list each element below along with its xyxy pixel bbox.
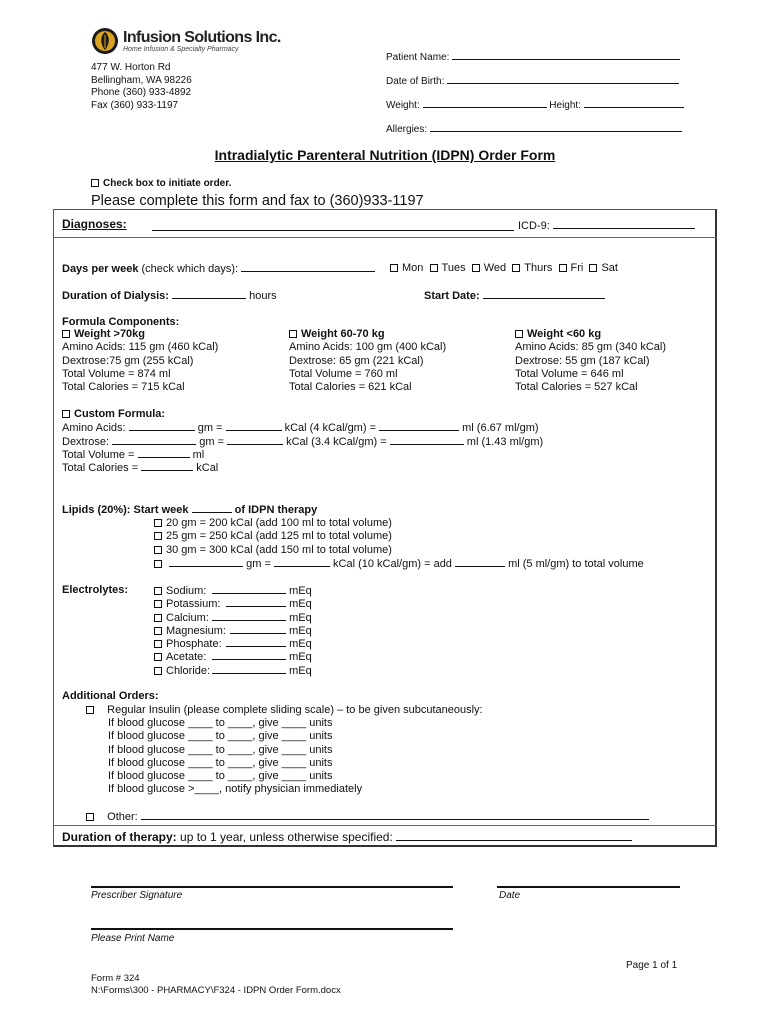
other-divider bbox=[53, 825, 717, 826]
lipids-week-line[interactable] bbox=[192, 503, 232, 513]
electrolyte-checkbox[interactable] bbox=[154, 587, 162, 595]
sliding-scale[interactable] bbox=[108, 717, 362, 797]
lipid-checkbox[interactable] bbox=[154, 560, 162, 568]
leaf-logo-icon bbox=[91, 27, 119, 55]
electrolyte-line[interactable] bbox=[212, 650, 286, 660]
icd9-line[interactable] bbox=[553, 219, 695, 229]
page-number: Page 1 of 1 bbox=[626, 960, 678, 971]
custom-formula[interactable]: Custom Formula: Amino Acids: gm = kCal (4 kCal/gm) = ml (6.67 ml/gm) Dextrose: gm = kCal (3.4 kCal/gm) = ml (1.43 ml/gm) Total Volume = ml Total Calories = kCal bbox=[62, 408, 544, 475]
formula-checkbox[interactable] bbox=[289, 330, 297, 338]
electrolyte-line[interactable] bbox=[212, 611, 286, 621]
custom-calories-row: Total Calories = kCal bbox=[62, 462, 219, 475]
insulin-checkbox[interactable] bbox=[86, 706, 94, 714]
custom-dextrose-gm-line[interactable] bbox=[112, 435, 196, 445]
other-line[interactable] bbox=[141, 810, 649, 820]
form-title: Intradialytic Parenteral Nutrition (IDPN) Order Form bbox=[214, 147, 556, 163]
electrolyte-checkbox[interactable] bbox=[154, 600, 162, 608]
print-name-line[interactable] bbox=[91, 928, 453, 930]
day-sat[interactable]: Sat bbox=[589, 262, 618, 274]
electrolyte-magnesium[interactable]: Magnesium: mEq bbox=[154, 624, 312, 637]
formula-dextrose: Dextrose: 55 gm (187 kCal) bbox=[515, 354, 650, 367]
day-checkbox[interactable] bbox=[512, 264, 520, 272]
lipid-kcal-line[interactable] bbox=[274, 557, 330, 567]
patient-name-line[interactable] bbox=[452, 50, 680, 60]
day-checkbox[interactable] bbox=[589, 264, 597, 272]
sliding-scale-row[interactable]: If blood glucose ____ to ____, give ____ units bbox=[108, 756, 333, 769]
file-path: N:\Forms\300 - PHARMACY\F324 - IDPN Order Form.docx bbox=[91, 985, 341, 996]
formula-title: Weight <60 kg bbox=[527, 328, 602, 340]
patient-name-field[interactable]: Patient Name: bbox=[386, 50, 680, 64]
date-label: Date bbox=[499, 890, 521, 901]
formula-amino: Amino Acids: 85 gm (340 kCal) bbox=[515, 341, 667, 354]
allergies-line[interactable] bbox=[430, 122, 682, 132]
electrolyte-line[interactable] bbox=[230, 624, 286, 634]
dob-field[interactable]: Date of Birth: bbox=[386, 74, 679, 88]
day-checkbox[interactable] bbox=[430, 264, 438, 272]
insulin-order[interactable]: Regular Insulin (please complete sliding scale) – to be given subcutaneously: bbox=[86, 704, 483, 717]
lipid-option-custom[interactable]: gm = kCal (10 kCal/gm) = add ml (5 ml/gm) to total volume bbox=[154, 557, 644, 570]
print-name-label: Please Print Name bbox=[91, 933, 175, 944]
other-order[interactable]: Other: bbox=[86, 810, 649, 824]
formula-title: Weight >70kg bbox=[74, 328, 146, 340]
duration-of-dialysis[interactable]: Duration of Dialysis: hours bbox=[62, 290, 277, 302]
lipid-options bbox=[154, 517, 644, 570]
lipid-checkbox[interactable] bbox=[154, 532, 162, 540]
diagnoses-divider bbox=[53, 237, 717, 238]
days-per-week-line[interactable] bbox=[241, 262, 375, 272]
start-date-line[interactable] bbox=[483, 289, 605, 299]
electrolyte-checkbox[interactable] bbox=[154, 614, 162, 622]
initiate-checkbox[interactable] bbox=[91, 179, 99, 187]
custom-volume-line[interactable] bbox=[138, 448, 190, 458]
formula-option-2[interactable] bbox=[289, 328, 509, 394]
initiate-order[interactable]: Check box to initiate order. bbox=[91, 178, 231, 190]
formula-amino: Amino Acids: 100 gm (400 kCal) bbox=[289, 341, 447, 354]
day-wed[interactable]: Wed bbox=[472, 262, 506, 274]
formula-dextrose: Dextrose:75 gm (255 kCal) bbox=[62, 354, 194, 367]
formula-volume: Total Volume = 874 ml bbox=[62, 367, 171, 380]
additional-orders-label: Additional Orders: bbox=[62, 690, 159, 702]
formula-checkbox[interactable] bbox=[62, 330, 70, 338]
sliding-scale-row[interactable]: If blood glucose ____ to ____, give ____ units bbox=[108, 717, 333, 729]
electrolyte-line[interactable] bbox=[226, 637, 286, 647]
formula-option-3[interactable] bbox=[515, 328, 735, 394]
formula-calories: Total Calories = 527 kCal bbox=[515, 381, 638, 394]
duration-therapy-line[interactable] bbox=[396, 831, 632, 841]
electrolyte-line[interactable] bbox=[212, 664, 286, 674]
weight-height-field[interactable]: Weight: Height: bbox=[386, 98, 684, 112]
dob-line[interactable] bbox=[447, 74, 679, 84]
icd9-field[interactable]: ICD-9: bbox=[518, 219, 695, 233]
allergies-field[interactable]: Allergies: bbox=[386, 122, 682, 136]
custom-dextrose-kcal-line[interactable] bbox=[227, 435, 283, 445]
formula-calories: Total Calories = 621 kCal bbox=[289, 381, 412, 394]
sliding-scale-row[interactable]: If blood glucose ____ to ____, give ____ units bbox=[108, 743, 333, 756]
electrolytes-label: Electrolytes: bbox=[62, 584, 129, 596]
fax: Fax (360) 933-1197 bbox=[91, 99, 179, 111]
day-thurs[interactable]: Thurs bbox=[512, 262, 552, 274]
day-checkbox[interactable] bbox=[390, 264, 398, 272]
day-tues[interactable]: Tues bbox=[430, 262, 466, 274]
formula-calories: Total Calories = 715 kCal bbox=[62, 381, 185, 394]
weight-line[interactable] bbox=[423, 98, 547, 108]
date-line[interactable] bbox=[497, 886, 680, 888]
custom-dextrose-row: Dextrose: gm = kCal (3.4 kCal/gm) = ml (1.43 ml/gm) bbox=[62, 435, 544, 448]
lipid-ml-line[interactable] bbox=[455, 557, 505, 567]
duration-line[interactable] bbox=[172, 289, 246, 299]
prescriber-signature-label: Prescriber Signature bbox=[91, 890, 183, 901]
formula-title: Weight 60-70 kg bbox=[301, 328, 385, 340]
lipid-checkbox[interactable] bbox=[154, 546, 162, 554]
lipid-gm-line[interactable] bbox=[169, 557, 243, 567]
lipid-option[interactable]: 20 gm = 200 kCal (add 100 ml to total volume) bbox=[154, 517, 644, 530]
electrolyte-calcium[interactable]: Calcium: mEq bbox=[154, 611, 312, 624]
lipids-start-week[interactable]: Lipids (20%): Start week of IDPN therapy bbox=[62, 504, 318, 516]
formula-volume: Total Volume = 646 ml bbox=[515, 367, 624, 380]
fax-instruction: Please complete this form and fax to (360)933-1197 bbox=[91, 193, 424, 209]
custom-amino-ml-line[interactable] bbox=[379, 421, 459, 431]
electrolyte-potassium[interactable]: Potassium: mEq bbox=[154, 597, 312, 610]
days-per-week[interactable]: Days per week (check which days): bbox=[62, 262, 375, 276]
company-address bbox=[91, 62, 192, 112]
electrolyte-line[interactable] bbox=[212, 584, 286, 594]
start-date[interactable]: Start Date: bbox=[424, 289, 605, 303]
diagnoses-line[interactable] bbox=[152, 230, 514, 231]
prescriber-signature-line[interactable] bbox=[91, 886, 453, 888]
lipid-option[interactable]: 30 gm = 300 kCal (add 150 ml to total volume) bbox=[154, 544, 644, 557]
electrolyte-phosphate[interactable]: Phosphate: mEq bbox=[154, 637, 312, 650]
custom-amino-kcal-line[interactable] bbox=[226, 421, 282, 431]
electrolyte-line[interactable] bbox=[226, 597, 286, 607]
electrolyte-chloride[interactable]: Chloride: mEq bbox=[154, 664, 312, 677]
day-checkboxes bbox=[390, 262, 618, 275]
formula-checkbox[interactable] bbox=[515, 330, 523, 338]
custom-amino-row: Amino Acids: gm = kCal (4 kCal/gm) = ml (6.67 ml/gm) bbox=[62, 422, 539, 435]
formula-option-1[interactable] bbox=[62, 328, 282, 394]
phone: Phone (360) 933-4892 bbox=[91, 87, 192, 98]
company-name: Infusion Solutions Inc. bbox=[123, 29, 281, 46]
custom-amino-gm-line[interactable] bbox=[129, 421, 195, 431]
formula-dextrose: Dextrose: 65 gm (221 kCal) bbox=[289, 354, 424, 367]
sliding-scale-row[interactable]: If blood glucose ____ to ____, give ____ units bbox=[108, 730, 333, 743]
company-logo bbox=[91, 27, 281, 55]
company-tagline: Home Infusion & Specialty Pharmacy bbox=[123, 46, 239, 53]
day-checkbox[interactable] bbox=[472, 264, 480, 272]
diagnoses-label: Diagnoses: bbox=[62, 217, 127, 231]
address-line-2: Bellingham, WA 98226 bbox=[91, 74, 192, 86]
address-line-1: 477 W. Horton Rd bbox=[91, 62, 171, 73]
lipid-checkbox[interactable] bbox=[154, 519, 162, 527]
day-fri[interactable]: Fri bbox=[559, 262, 584, 274]
duration-of-therapy[interactable]: Duration of therapy: up to 1 year, unless otherwise specified: bbox=[62, 831, 632, 845]
custom-calories-line[interactable] bbox=[141, 461, 193, 471]
formula-volume: Total Volume = 760 ml bbox=[289, 367, 398, 380]
custom-volume-row: Total Volume = ml bbox=[62, 448, 205, 461]
electrolyte-list bbox=[154, 584, 312, 677]
lipid-option[interactable]: 25 gm = 250 kCal (add 125 ml to total volume) bbox=[154, 530, 644, 543]
electrolyte-checkbox[interactable] bbox=[154, 640, 162, 648]
form-number: Form # 324 bbox=[91, 973, 140, 984]
other-checkbox[interactable] bbox=[86, 813, 94, 821]
electrolyte-sodium[interactable]: Sodium: mEq bbox=[154, 584, 312, 597]
formula-amino: Amino Acids: 115 gm (460 kCal) bbox=[62, 341, 219, 354]
sliding-scale-row[interactable]: If blood glucose ____ to ____, give ____ units bbox=[108, 770, 333, 783]
height-line[interactable] bbox=[584, 98, 684, 108]
electrolyte-checkbox[interactable] bbox=[154, 653, 162, 661]
electrolyte-checkbox[interactable] bbox=[154, 627, 162, 635]
custom-dextrose-ml-line[interactable] bbox=[390, 435, 464, 445]
day-checkbox[interactable] bbox=[559, 264, 567, 272]
day-mon[interactable]: Mon bbox=[390, 262, 423, 274]
electrolyte-checkbox[interactable] bbox=[154, 667, 162, 675]
electrolyte-acetate[interactable]: Acetate: mEq bbox=[154, 650, 312, 663]
custom-formula-checkbox[interactable] bbox=[62, 410, 70, 418]
formula-components-label: Formula Components: bbox=[62, 316, 180, 328]
sliding-scale-last-row[interactable]: If blood glucose >____, notify physician immediately bbox=[108, 783, 363, 796]
